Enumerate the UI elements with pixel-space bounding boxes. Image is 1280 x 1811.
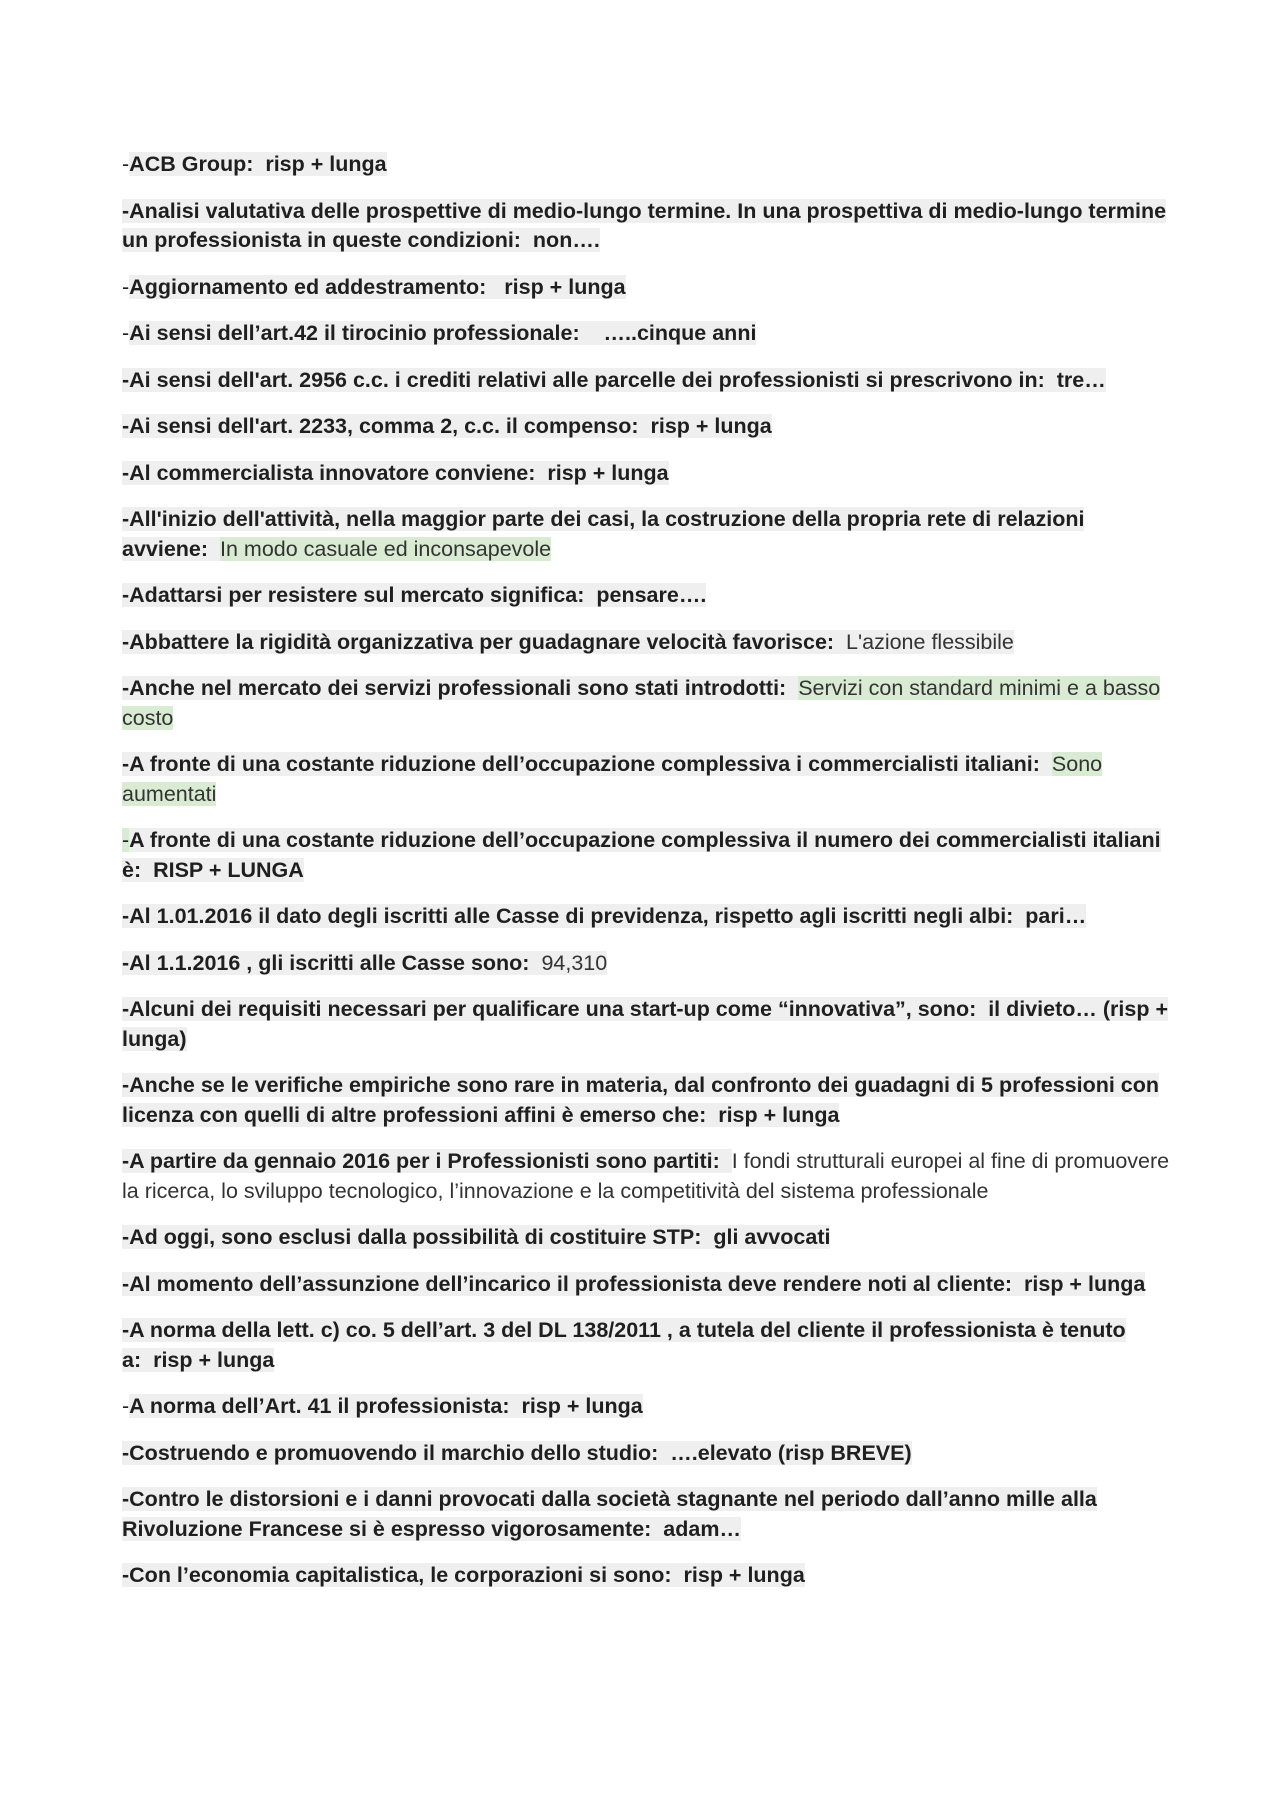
qa-entry — [122, 628, 1172, 658]
question-text: -All'inizio dell'attività, nella maggior parte dei casi, la costruzione della propria rete di relazioni avviene: — [122, 507, 1085, 561]
question-text: -Anche se le verifiche empiriche sono rare in materia, dal confronto dei guadagni di 5 professioni con licenza con quelli di altre professioni affini è emerso che: — [122, 1073, 1160, 1127]
answer-text: adam… — [663, 1516, 741, 1541]
question-text: ACB Group: — [129, 152, 254, 176]
answer-text: tre… — [1056, 367, 1106, 392]
answer-text: risp + lunga — [265, 152, 387, 176]
question-text: -Costruendo e promuovendo il marchio dello studio: — [122, 1440, 659, 1465]
qa-entry — [122, 1071, 1172, 1130]
answer-text: ….elevato (risp BREVE) — [670, 1440, 912, 1465]
document-page — [122, 150, 1172, 1608]
answer-text: RISP + LUNGA — [153, 857, 304, 882]
question-text: -Al 1.1.2016 , gli iscritti alle Casse sono: — [122, 950, 530, 975]
qa-entry — [122, 1147, 1172, 1206]
qa-entry — [122, 995, 1172, 1054]
answer-text: risp + lunga — [153, 1347, 275, 1372]
answer-text: risp + lunga — [521, 1394, 643, 1418]
qa-entry — [122, 273, 1172, 303]
question-text: -Abbattere la rigidità organizzativa per guadagnare velocità favorisce: — [122, 629, 835, 654]
qa-entry — [122, 750, 1172, 809]
qa-entry — [122, 1485, 1172, 1544]
answer-text: risp + lunga — [504, 274, 626, 299]
question-text: -Ai sensi dell'art. 2233, comma 2, c.c. il compenso: — [122, 414, 639, 438]
qa-entry — [122, 366, 1172, 396]
question-text: -Contro le distorsioni e i danni provocati dalla società stagnante nel periodo dall’anno mille alla Rivoluzione Francese si è espresso vigorosamente: — [122, 1487, 1097, 1541]
question-text: -Alcuni dei requisiti necessari per qualificare una start-up come “innovativa”, sono: — [122, 997, 977, 1021]
qa-entry — [122, 1223, 1172, 1253]
answer-text: risp + lunga — [1024, 1271, 1146, 1296]
question-text: -A norma della lett. c) co. 5 dell’art. 3 del DL 138/2011 , a tutela del cliente il professionista è tenuto a: — [122, 1318, 1126, 1372]
answer-text: …..cinque anni — [603, 321, 757, 345]
qa-entry — [122, 150, 1172, 180]
answer-text: pari… — [1025, 904, 1087, 928]
answer-text: il divieto… (risp + lunga) — [122, 997, 1169, 1051]
answer-text: L'azione flessibile — [846, 629, 1014, 654]
question-text: -Ai sensi dell'art. 2956 c.c. i crediti relativi alle parcelle dei professionisti si prescrivono in: — [122, 367, 1045, 392]
qa-entry — [122, 949, 1172, 979]
answer-text: risp + lunga — [718, 1102, 840, 1127]
qa-entry — [122, 197, 1172, 256]
qa-entry — [122, 1392, 1172, 1422]
answer-text: risp + lunga — [683, 1563, 805, 1587]
answer-text: risp + lunga — [650, 414, 772, 438]
answer-text: Servizi con standard minimi e a basso costo — [122, 676, 1161, 730]
qa-entry — [122, 826, 1172, 885]
answer-text: In modo casuale ed inconsapevole — [220, 536, 552, 561]
answer-text: I fondi strutturali europei al fine di promuovere la ricerca, lo sviluppo tecnologico, l’innovazione e la competitività del sistema professionale — [122, 1149, 1170, 1203]
question-text: -Anche nel mercato dei servizi professionali sono stati introdotti: — [122, 676, 787, 700]
qa-entry — [122, 581, 1172, 611]
question-text: -Analisi valutativa delle prospettive di medio-lungo termine. In una prospettiva di medio-lungo termine un professionista in queste condizioni: — [122, 198, 1167, 252]
qa-entry — [122, 1439, 1172, 1469]
qa-entry — [122, 1270, 1172, 1300]
entry-dash: - — [122, 1394, 130, 1418]
question-text: Aggiornamento ed addestramento: — [129, 274, 487, 299]
qa-entry — [122, 902, 1172, 932]
question-text: -Ad oggi, sono esclusi dalla possibilità di costituire STP: — [122, 1225, 702, 1249]
question-text: -Al commercialista innovatore conviene: — [122, 460, 536, 485]
question-text: -Al 1.01.2016 il dato degli iscritti alle Casse di previdenza, rispetto agli iscritti negli albi: — [122, 904, 1014, 928]
qa-entry — [122, 1561, 1172, 1591]
qa-entry — [122, 319, 1172, 349]
answer-text: pensare…. — [596, 583, 707, 607]
question-text: -A partire da gennaio 2016 per i Professionisti sono partiti: — [122, 1149, 720, 1173]
qa-entry — [122, 412, 1172, 442]
question-text: -Adattarsi per resistere sul mercato significa: — [122, 583, 585, 607]
answer-text: non…. — [532, 228, 600, 252]
answer-text: 94,310 — [541, 950, 608, 975]
qa-entry — [122, 459, 1172, 489]
question-text: -Con l’economia capitalistica, le corporazioni si sono: — [122, 1563, 672, 1587]
qa-entry — [122, 674, 1172, 733]
question-text: -A fronte di una costante riduzione dell’occupazione complessiva i commercialisti italiani: — [122, 752, 1040, 776]
entry-dash: - — [122, 321, 130, 345]
qa-entry — [122, 1316, 1172, 1375]
qa-entry — [122, 505, 1172, 564]
entry-dash: - — [122, 828, 130, 852]
question-text: A fronte di una costante riduzione dell’occupazione complessiva il numero dei commercialisti italiani è: — [122, 828, 1161, 882]
question-text: -Al momento dell’assunzione dell’incarico il professionista deve rendere noti al cliente: — [122, 1271, 1013, 1296]
answer-text: Sono aumentati — [122, 752, 1103, 806]
answer-text: gli avvocati — [713, 1225, 831, 1249]
question-text: A norma dell’Art. 41 il professionista: — [129, 1394, 510, 1418]
entry-dash: - — [122, 274, 130, 299]
answer-text: risp + lunga — [547, 460, 669, 485]
entry-dash: - — [122, 152, 130, 176]
question-text: Ai sensi dell’art.42 il tirocinio professionale: — [129, 321, 580, 345]
